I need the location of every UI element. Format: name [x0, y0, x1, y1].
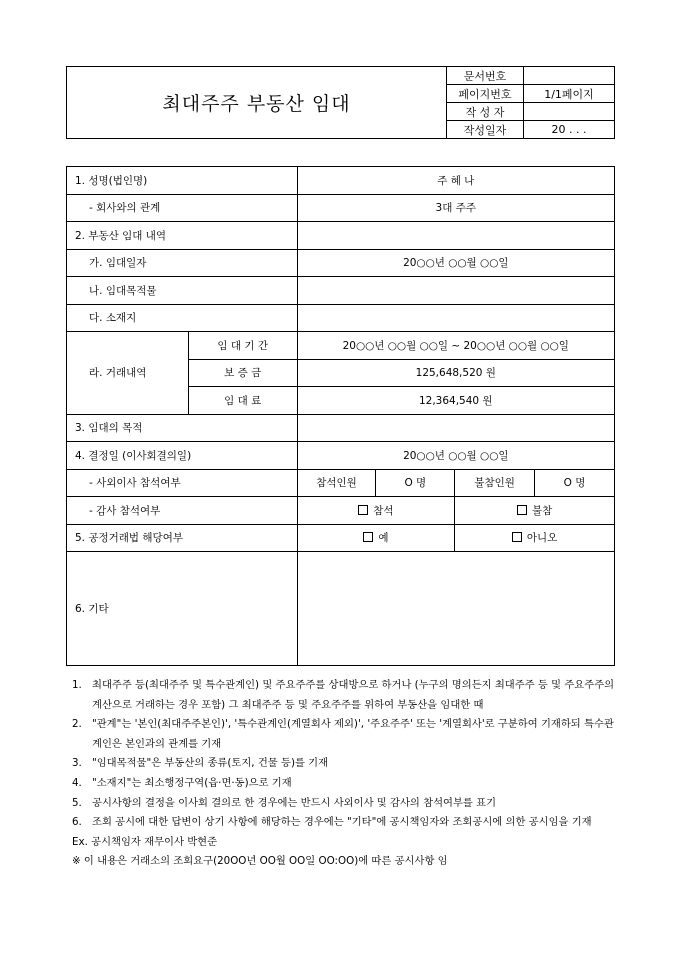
disclosure-form — [66, 166, 615, 666]
note-text: 최대주주 등(최대주주 및 특수관계인) 및 주요주주를 상대방으로 하거나 (누구의 명의든지 최대주주 등 및 주요주주의 계산으로 거래하는 경우 포함) 그 최대주주 등 및 주요주주를 위하여 부동산을 임대한 때 — [92, 679, 615, 711]
author-value[interactable] — [524, 103, 615, 121]
note-text: 공시사항의 결정을 이사회 결의로 한 경우에는 반드시 사외이사 및 감사의 참석여부를 표기 — [92, 796, 497, 809]
example-line: Ex. 공시책임자 재무이사 박현준 — [72, 835, 218, 848]
lease-date-label: 가. 임대일자 — [67, 249, 298, 277]
page-number-value: 1/1페이지 — [524, 85, 615, 103]
auditor-absent-checkbox[interactable] — [517, 505, 527, 515]
note-number: 4. — [72, 776, 82, 789]
outside-director-label: - 사외이사 참석여부 — [67, 469, 298, 497]
note-number: 6. — [72, 816, 82, 829]
auditor-label: - 감사 참석여부 — [67, 497, 298, 525]
document-title: 최대주주 부동산 임대 — [67, 67, 447, 139]
note-number: 2. — [72, 718, 82, 731]
other-label: 6. 기타 — [67, 552, 298, 666]
auditor-absent-option[interactable] — [455, 497, 615, 525]
fair-trade-yes-option[interactable] — [297, 524, 455, 552]
name-label: 1. 성명(법인명) — [67, 167, 298, 195]
rent-value[interactable]: 12,364,540 원 — [297, 387, 614, 415]
doc-number-value[interactable] — [524, 67, 615, 85]
note-text: "소재지"는 최소행정구역(읍·면·동)으로 기재 — [92, 776, 292, 789]
note-item — [72, 774, 620, 794]
absent-count-label: 불참인원 — [455, 469, 535, 497]
note-text: "임대목적물"은 부동산의 종류(토지, 건물 등)를 기재 — [92, 757, 329, 770]
period-label: 임 대 기 간 — [188, 332, 297, 360]
lease-date-value[interactable]: 20○○년 ○○월 ○○일 — [297, 249, 614, 277]
doc-number-label: 문서번호 — [447, 67, 524, 85]
fair-trade-no-checkbox[interactable] — [512, 532, 522, 542]
notes-section — [72, 676, 620, 872]
location-value[interactable] — [297, 304, 614, 332]
note-number: 1. — [72, 679, 82, 691]
note-text: 조회 공시에 대한 답변이 상기 사항에 해당하는 경우에는 "기타"에 공시책임자와 조회공시에 의한 공시임을 기재 — [92, 816, 592, 829]
fair-trade-yes-text: 예 — [378, 532, 389, 545]
note-text: "관계"는 '본인(최대주주본인)', '특수관계인(계열회사 제외)', '주요주주' 또는 '계열회사'로 구분하여 기재하되 특수관계인은 본인과의 관계를 기재 — [92, 718, 614, 750]
attend-count-value[interactable]: O 명 — [376, 469, 455, 497]
decision-date-value[interactable]: 20○○년 ○○월 ○○일 — [297, 442, 614, 470]
deposit-label: 보 증 금 — [188, 359, 297, 387]
auditor-attend-text: 참석 — [373, 504, 394, 517]
auditor-attend-option[interactable] — [297, 497, 455, 525]
auditor-absent-text: 불참 — [531, 504, 553, 517]
lease-details-label: 2. 부동산 임대 내역 — [67, 222, 298, 250]
page-number-label: 페이지번호 — [447, 85, 524, 103]
fair-trade-no-text: 아니오 — [526, 532, 558, 545]
purpose-value[interactable] — [297, 414, 614, 442]
attend-count-label: 참석인원 — [297, 469, 376, 497]
note-item — [72, 754, 620, 774]
period-value[interactable]: 20○○년 ○○월 ○○일 ~ 20○○년 ○○월 ○○일 — [297, 332, 614, 360]
auditor-attend-checkbox[interactable] — [358, 505, 368, 515]
date-label: 작성일자 — [447, 121, 524, 139]
note-item — [72, 676, 620, 715]
fair-trade-no-option[interactable] — [455, 524, 615, 552]
lease-object-label: 나. 임대목적물 — [67, 277, 298, 305]
other-value[interactable] — [297, 552, 614, 666]
fair-trade-label: 5. 공정거래법 해당여부 — [67, 524, 298, 552]
note-item — [72, 715, 620, 754]
transaction-label: 라. 거래내역 — [67, 332, 189, 415]
location-label: 다. 소재지 — [67, 304, 298, 332]
lease-details-value — [297, 222, 614, 250]
lease-object-value[interactable] — [297, 277, 614, 305]
date-value[interactable]: 20 . . . — [524, 121, 615, 139]
relation-value[interactable]: 3대 주주 — [297, 194, 614, 222]
purpose-label: 3. 임대의 목적 — [67, 414, 298, 442]
decision-date-label: 4. 결정일 (이사회결의일) — [67, 442, 298, 470]
fair-trade-yes-checkbox[interactable] — [363, 532, 373, 542]
note-number: 5. — [72, 796, 82, 809]
author-label: 작 성 자 — [447, 103, 524, 121]
note-item — [72, 794, 620, 814]
name-value[interactable]: 주 혜 나 — [297, 167, 614, 195]
relation-label: - 회사와의 관계 — [67, 194, 298, 222]
document-header — [66, 66, 615, 139]
footnote: ※ 이 내용은 거래소의 조회요구(20OO년 OO월 OO일 OO:OO)에 따른 공시사항 임 — [72, 855, 448, 868]
rent-label: 임 대 료 — [188, 387, 297, 415]
note-number: 3. — [72, 757, 82, 770]
note-item — [72, 813, 620, 833]
deposit-value[interactable]: 125,648,520 원 — [297, 359, 614, 387]
absent-count-value[interactable]: O 명 — [535, 469, 615, 497]
